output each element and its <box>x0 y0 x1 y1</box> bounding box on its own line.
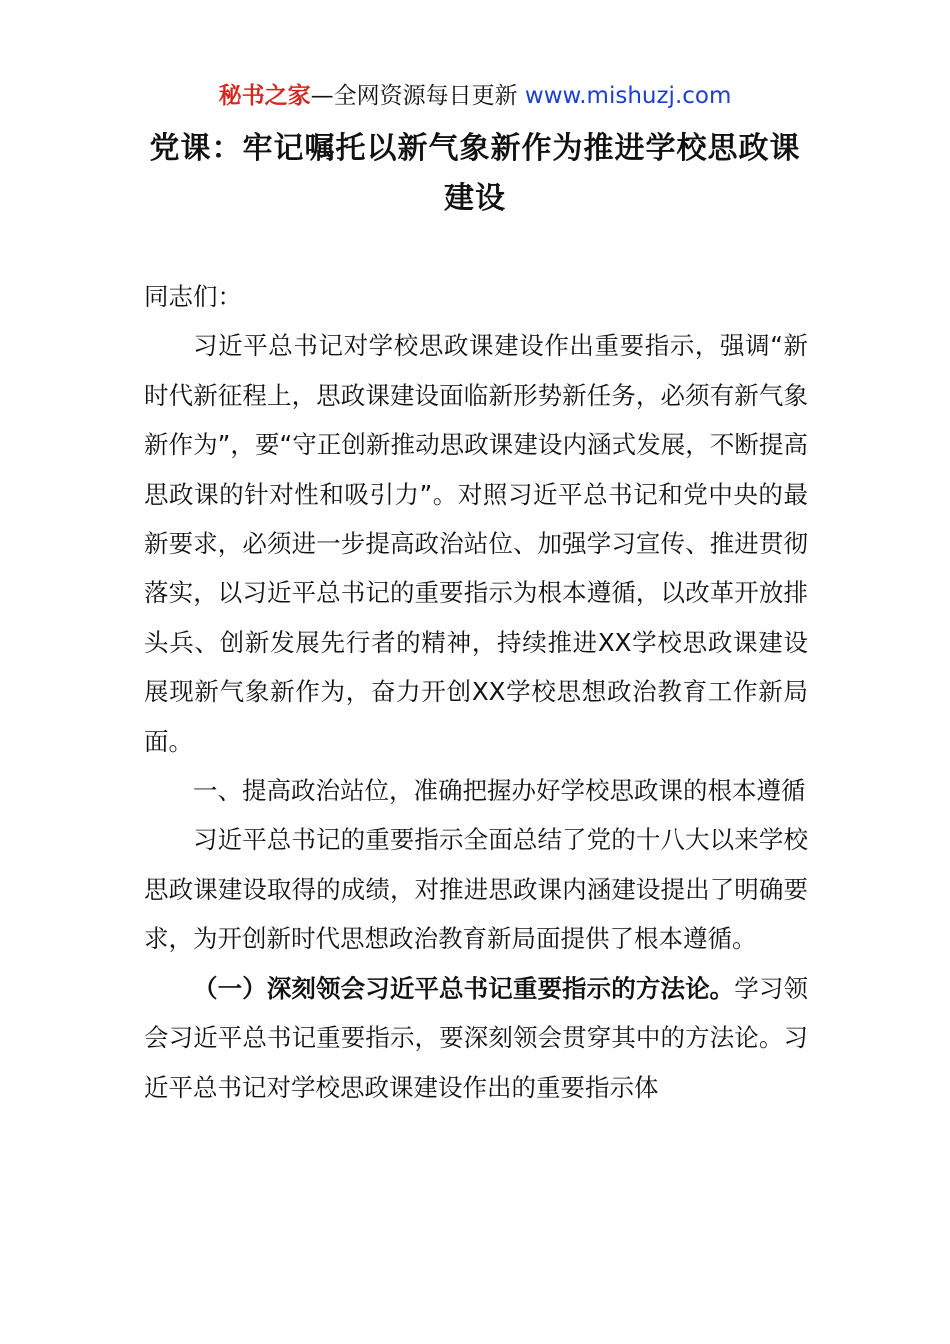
paragraph-section-1: 习近平总书记的重要指示全面总结了党的十八大以来学校思政课建设取得的成绩，对推进思政课内涵建设提出了明确要求，为开创新时代思想政治教育新局面提供了根本遵循。 <box>144 825 808 954</box>
site-url-link[interactable]: www.mishuzj.com <box>524 83 732 109</box>
site-header <box>0 80 950 112</box>
subsection-text-1: 学习领会习近平总书记重要指示，要深刻领会贯穿其中的方法论。习近平总书记对学校思政课建设作出的重要指示体 <box>144 973 809 1102</box>
paragraph-intro: 习近平总书记对学校思政课建设作出重要指示，强调“新时代新征程上，思政课建设面临新形势新任务，必须有新气象新作为”，要“守正创新推动思政课建设内涵式发展，不断提高思政课的针对性和吸引力”。对照习近平总书记和党中央的最新要求，必须进一步提高政治站位、加强学习宣传、推进贯彻落实，以习近平总书记的重要指示为根本遵循，以改革开放排头兵、创新发展先行者的精神，持续推进XX学校思政课建设展现新气象新作为，奋力开创XX学校思想政治教育工作新局面。 <box>144 331 808 756</box>
subsection-heading-1: （一）深刻领会习近平总书记重要指示的方法论。 <box>193 973 735 1003</box>
brand-name: 秘书之家 <box>218 83 311 109</box>
document-title: 党课：牢记嘱托以新气象新作为推进学校思政课建设 <box>149 131 801 216</box>
salutation: 同志们： <box>144 282 242 311</box>
paragraph-subsection-1 <box>144 964 808 1112</box>
header-tagline: —全网资源每日更新 <box>310 83 518 109</box>
document-body <box>144 272 808 1112</box>
section-heading-1: 一、提高政治站位，准确把握办好学校思政课的根本遵循 <box>193 776 806 806</box>
